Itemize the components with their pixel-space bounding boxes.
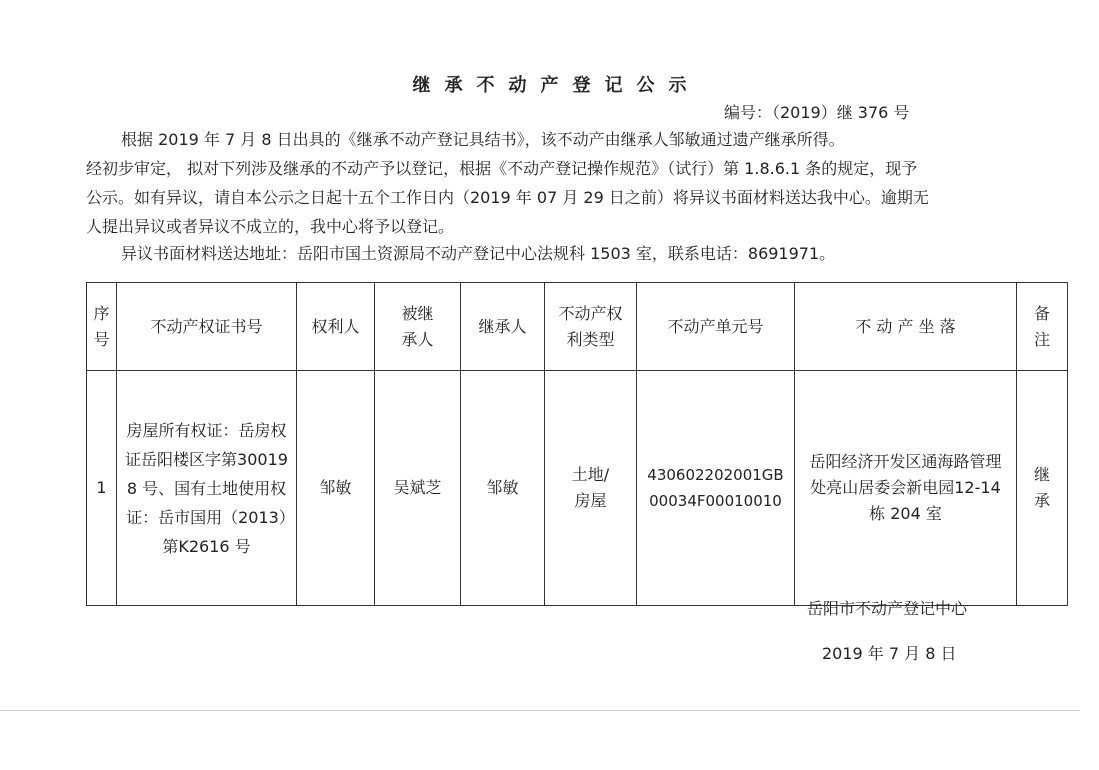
table-row [87,371,1068,606]
row-heir: 邹敏 [461,371,545,606]
row-remark: 继承 [1017,371,1068,606]
header-heir: 继承人 [461,283,545,371]
body-line-4: 人提出异议或者异议不成立的，我中心将予以登记。 [86,217,455,236]
objection-address: 异议书面材料送达地址：岳阳市国土资源局不动产登记中心法规科 1503 室，联系电话：8691971。 [121,244,836,263]
issuer-name: 岳阳市不动产登记中心 [807,599,968,618]
body-line-3: 公示。如有异议，请自本公示之日起十五个工作日内（2019 年 07 月 29 日之前）将异议书面材料送达我中心。逾期无 [86,188,929,207]
row-seq: 1 [87,371,117,606]
registration-table [86,282,1068,606]
table-header-row [87,283,1068,371]
document-title: 继承不动产登记公示 [412,75,701,96]
row-holder: 邹敏 [297,371,375,606]
row-cert-no: 房屋所有权证：岳房权证岳阳楼区字第300198 号、国有土地使用权证：岳市国用（2013）第K2616 号 [117,371,297,606]
header-holder: 权利人 [297,283,375,371]
body-line-1: 根据 2019 年 7 月 8 日出具的《继承不动产登记具结书》，该不动产由继承人邹敏通过遗产继承所得。 [121,130,845,149]
row-unit-no: 430602202001GB00034F00010010 [637,371,795,606]
body-line-2: 经初步审定， 拟对下列涉及继承的不动产予以登记，根据《不动产登记操作规范》（试行）第 1.8.6.1 条的规定，现予 [86,159,918,178]
issue-date: 2019 年 7 月 8 日 [822,644,957,663]
document-number: 编号：（2019）继 376 号 [724,103,910,122]
row-location: 岳阳经济开发区通海路管理处亮山居委会新电园12-14 栋 204 室 [795,371,1017,606]
header-right-type: 不动产权利类型 [545,283,637,371]
row-right-type: 土地/房屋 [545,371,637,606]
scan-edge-line [0,710,1080,711]
header-seq: 序号 [87,283,117,371]
row-decedent: 吴斌芝 [375,371,461,606]
header-decedent: 被继承人 [375,283,461,371]
header-remark: 备注 [1017,283,1068,371]
header-location: 不 动 产 坐 落 [795,283,1017,371]
header-unit-no: 不动产单元号 [637,283,795,371]
header-cert-no: 不动产权证书号 [117,283,297,371]
